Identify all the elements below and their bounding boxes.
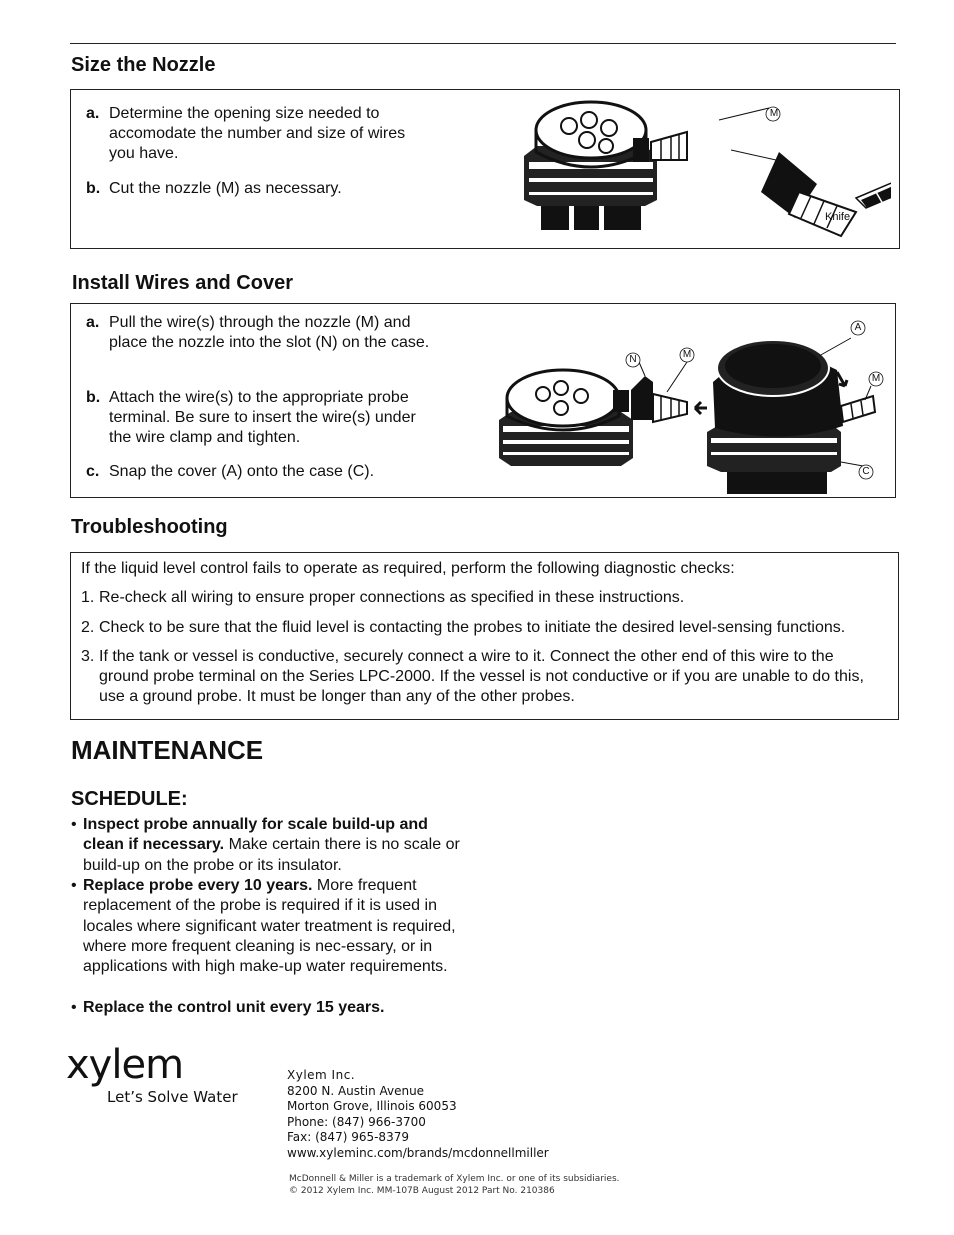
step-text: Attach the wire(s) to the appropriate probe terminal. Be sure to insert the wire(s) under the wire clamp and tighten.: [109, 389, 416, 446]
step-text: Determine the opening size needed to accomodate the number and size of wires you have.: [109, 105, 406, 162]
callout-n: N: [629, 354, 637, 365]
item-text: Check to be sure that the fluid level is contacting the probes to initiate the desired level-sensing functions.: [99, 619, 846, 636]
callout-m1: M: [682, 349, 692, 360]
control-case-illustration: [524, 102, 657, 230]
step-label: a.: [86, 314, 100, 331]
phone-line: Phone: (847) 966-3700: [287, 1114, 426, 1129]
install-step-c: [86, 462, 431, 482]
open-case-illustration: [499, 370, 633, 466]
item-number: 3.: [81, 648, 95, 665]
install-wires-box: [70, 303, 896, 498]
cut-nozzle-illustration: [731, 150, 856, 236]
tagline: Let’s Solve Water: [107, 1088, 238, 1106]
install-wires-heading: Install Wires and Cover: [72, 272, 293, 294]
step-text: Snap the cover (A) onto the case (C).: [109, 463, 375, 480]
nozzle-cutting-figure: [521, 100, 891, 245]
step-label: b.: [86, 180, 101, 197]
step-label: c.: [86, 463, 100, 480]
legal-notice: [289, 1173, 620, 1197]
callout-m2: M: [871, 373, 881, 384]
bullet-text: More frequent replacement of the probe is required if it is used in locales where significant water treatment is required, where more frequent cleaning is nec-essary, or in applications with high make-up water requirements.: [83, 877, 456, 976]
bullet-dot: •: [71, 877, 77, 894]
size-nozzle-step-a: [86, 104, 416, 164]
bullet-text: Make certain there is no scale or build-up on the probe or its insulator.: [83, 836, 460, 874]
size-nozzle-step-b: [86, 179, 416, 199]
size-nozzle-box: [70, 89, 900, 249]
install-step-b: [86, 388, 431, 448]
step-text: Pull the wire(s) through the nozzle (M) and place the nozzle into the slot (N) on the case.: [109, 314, 430, 351]
company-name: Xylem Inc.: [287, 1068, 356, 1082]
bullet-dot: •: [71, 816, 77, 833]
troubleshooting-heading: Troubleshooting: [71, 516, 228, 538]
company-address: [287, 1068, 549, 1162]
svg-text:xylem: xylem: [66, 1046, 184, 1088]
troubleshooting-box: [70, 552, 899, 720]
troubleshooting-intro: If the liquid level control fails to operate as required, perform the following diagnostic checks:: [81, 560, 735, 577]
callout-a: A: [854, 322, 862, 333]
address-line: Morton Grove, Illinois 60053: [287, 1099, 457, 1114]
item-text: Re-check all wiring to ensure proper connections as specified in these instructions.: [99, 589, 685, 606]
slot-nozzle-illustration: [631, 362, 707, 422]
schedule-bullet-3: [71, 998, 471, 1018]
step-label: b.: [86, 389, 101, 406]
install-step-a: [86, 313, 431, 353]
top-rule: [70, 43, 896, 44]
troubleshooting-item-2: [81, 618, 891, 638]
schedule-bullet-2: [71, 876, 471, 977]
bullet-bold: Replace probe every 10 years.: [83, 877, 313, 894]
nozzle-m-illustration: [651, 108, 769, 160]
maintenance-heading: MAINTENANCE: [71, 735, 264, 765]
troubleshooting-item-1: [81, 588, 891, 608]
copyright-line: © 2012 Xylem Inc. MM-107B August 2012 Part No. 210386: [289, 1186, 555, 1196]
troubleshooting-item-3: [81, 647, 881, 707]
bullet-dot: •: [71, 999, 77, 1016]
install-cover-figure: [491, 316, 891, 496]
callout-m: M: [769, 108, 779, 119]
website-line: www.xyleminc.com/brands/mcdonnellmiller: [287, 1145, 549, 1160]
knife-label: Knife: [825, 211, 851, 223]
trademark-line: McDonnell & Miller is a trademark of Xylem Inc. or one of its subsidiaries.: [289, 1174, 620, 1184]
item-text: If the tank or vessel is conductive, securely connect a wire to it. Connect the other end of this wire to the ground probe terminal on the Series LPC-2000. If the vessel is not conductive or if you are unable to do this, use a ground probe. It must be longer than any of the other probes.: [99, 648, 864, 705]
item-number: 1.: [81, 589, 95, 606]
item-number: 2.: [81, 619, 95, 636]
bullet-bold: Replace the control unit every 15 years.: [83, 999, 385, 1016]
step-text: Cut the nozzle (M) as necessary.: [109, 180, 342, 197]
fax-line: Fax: (847) 965-8379: [287, 1130, 409, 1145]
closed-case-illustration: [707, 338, 875, 494]
bullet-bold: Inspect probe annually for scale build-up and clean if necessary.: [83, 816, 428, 854]
step-label: a.: [86, 105, 100, 122]
callout-c: C: [862, 466, 870, 477]
address-line: 8200 N. Austin Avenue: [287, 1083, 425, 1098]
knife-illustration: [856, 162, 891, 208]
size-nozzle-heading: Size the Nozzle: [71, 54, 216, 76]
schedule-heading: SCHEDULE:: [71, 788, 188, 810]
schedule-bullet-1: [71, 815, 471, 876]
